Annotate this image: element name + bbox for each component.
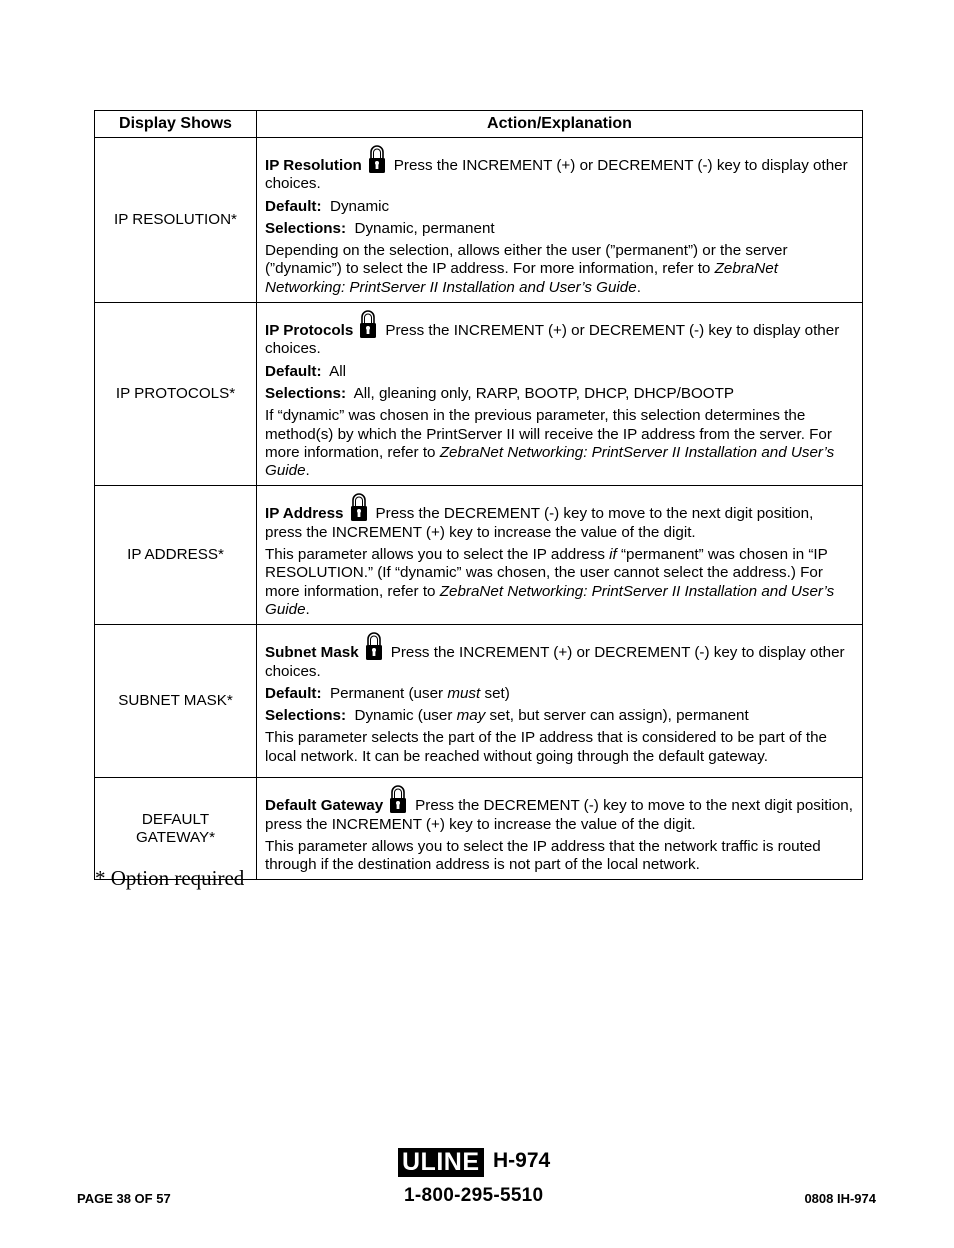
description: This parameter selects the part of the IP address that is considered to be part of the local network. It can be reached without going through the default gateway. <box>265 729 827 765</box>
table-row <box>95 625 863 778</box>
default-line: Default: Dynamic <box>265 197 390 215</box>
page-number: PAGE 38 OF 57 <box>77 1191 171 1206</box>
header-display-shows: Display Shows <box>95 111 257 138</box>
model-number: H-974 <box>493 1149 551 1172</box>
guide-reference: ZebraNet Networking: PrintServer II Installation and User’s Guide <box>265 260 778 296</box>
table-row <box>95 303 863 486</box>
description: This parameter allows you to select the IP address if “permanent” was chosen in “IP RESOLUTION.” (If “dynamic” was chosen, the user cannot select the address.) For more information, refer to ZebraNet Networking: PrintServer II Installation and User’s Guide. <box>265 546 835 618</box>
description: This parameter allows you to select the IP address that the network traffic is routed through if the destination address is not part of the local network. <box>265 837 821 874</box>
padlock-icon <box>358 309 378 339</box>
intro-paragraph: IP Address Press the DECREMENT (-) key to move to the next digit position, press the INCREMENT (+) key to increase the value of the digit. <box>265 492 854 542</box>
guide-reference: ZebraNet Networking: PrintServer II Installation and User’s Guide <box>265 582 835 618</box>
intro-paragraph: IP Protocols Press the INCREMENT (+) or DECREMENT (-) key to display other choices. <box>265 309 854 359</box>
action-cell <box>257 138 863 303</box>
uline-logo: ULINE <box>398 1148 484 1177</box>
param-name: Subnet Mask <box>265 644 359 662</box>
display-cell: IP PROTOCOLS* <box>95 303 257 486</box>
document-code: 0808 IH-974 <box>804 1191 876 1206</box>
description: If “dynamic” was chosen in the previous parameter, this selection determines the method(s) by which the PrintServer II will receive the IP address from the server. For more information, refer to ZebraNet Networking: PrintServer II Installation and User’s Guide. <box>265 407 835 480</box>
display-cell: IP RESOLUTION* <box>95 138 257 303</box>
action-cell <box>257 625 863 778</box>
padlock-icon <box>367 144 387 174</box>
action-cell <box>257 486 863 625</box>
default-line: Default: All <box>265 362 347 380</box>
selections-line: Selections: Dynamic, permanent <box>265 219 495 237</box>
display-cell: DEFAULT GATEWAY* <box>95 778 257 880</box>
param-name: IP Address <box>265 505 344 523</box>
display-cell: IP ADDRESS* <box>95 486 257 625</box>
parameters-table <box>94 110 863 880</box>
description: Depending on the selection, allows either the user (”permanent”) or the server (”dynamic”) to select the IP address. For more information, refer to ZebraNet Networking: PrintServer II Installation and User’s Guide. <box>265 242 788 296</box>
padlock-icon <box>388 784 408 814</box>
table-header-row <box>95 111 863 138</box>
table-row <box>95 138 863 303</box>
intro-paragraph: Subnet Mask Press the INCREMENT (+) or DECREMENT (-) key to display other choices. <box>265 631 854 681</box>
phone-number: 1-800-295-5510 <box>404 1185 544 1206</box>
intro-paragraph: IP Resolution Press the INCREMENT (+) or DECREMENT (-) key to display other choices. <box>265 144 854 194</box>
display-cell: SUBNET MASK* <box>95 625 257 778</box>
param-name: IP Protocols <box>265 322 354 340</box>
option-required-note: * Option required <box>95 866 245 890</box>
action-cell <box>257 778 863 880</box>
selections-line: Selections: All, gleaning only, RARP, BOOTP, DHCP, DHCP/BOOTP <box>265 384 735 402</box>
action-cell <box>257 303 863 486</box>
padlock-icon <box>349 492 369 522</box>
intro-paragraph: Default Gateway Press the DECREMENT (-) key to move to the next digit position, press the INCREMENT (+) key to increase the value of the digit. <box>265 784 854 834</box>
guide-reference: ZebraNet Networking: PrintServer II Installation and User’s Guide <box>265 443 835 480</box>
table-row <box>95 778 863 880</box>
selections-line: Selections: Dynamic (user may set, but server can assign), permanent <box>265 707 749 725</box>
param-name: IP Resolution <box>265 157 362 174</box>
header-action-explanation: Action/Explanation <box>257 111 863 138</box>
default-line: Default: Permanent (user must set) <box>265 684 510 702</box>
table-row <box>95 486 863 625</box>
padlock-icon <box>364 631 384 661</box>
param-name: Default Gateway <box>265 797 384 815</box>
